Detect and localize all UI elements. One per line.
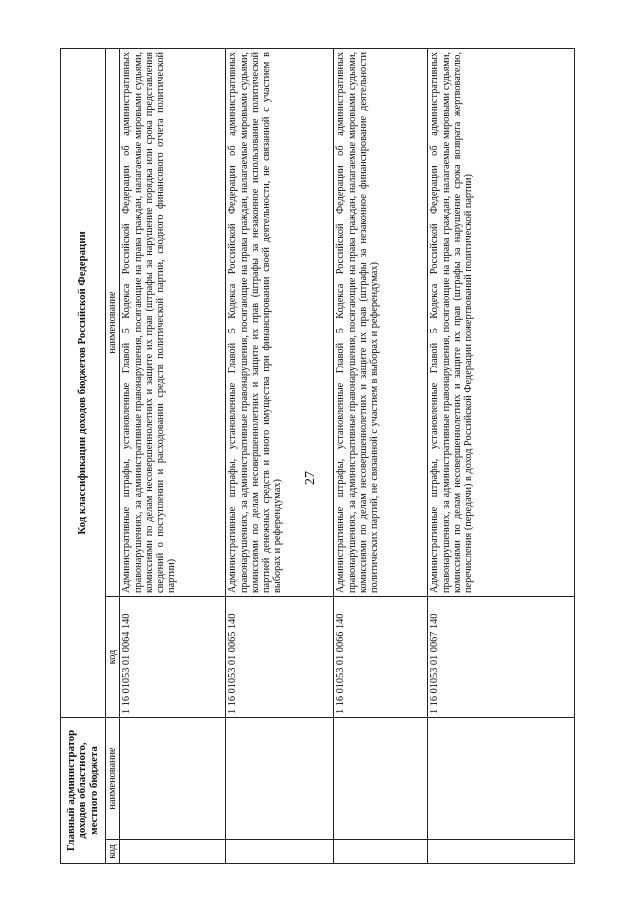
name-header: наименование [106, 48, 120, 596]
row-admin-code [334, 840, 428, 864]
row-description: Административные штрафы, установленные Главой 5 Кодекса Российской Федерации об административных правонарушениях, за административные правонарушения, посягающие на права граждан, налагаемые мировыми судьями, комиссиями по делам несовершеннолетних и защите их прав (штрафы за незаконное финансирование деятельности политических партий, не связанной с участием в выборах и референдумах) [334, 48, 428, 596]
table-row [226, 48, 334, 863]
row-code: 1 16 01053 01 0065 140 [226, 596, 334, 717]
row-description: Административные штрафы, установленные Главой 5 Кодекса Российской Федерации об административных правонарушениях, за административные правонарушения, посягающие на права граждан, налагаемые мировыми судьями, комиссиями по делам несовершеннолетних и защите их прав (штрафы за незаконное использование политической партией денежных средств и иного имущества при финансировании своей деятельности, не связанной с участием в выборах и референдумах) [226, 48, 334, 596]
code-header: код [106, 596, 120, 717]
page-number: 27 [303, 471, 318, 485]
classification-header: Код классификации доходов бюджетов Российской Федерации [61, 48, 106, 717]
rotated-page-content [60, 49, 574, 864]
admin-name-header: наименование [106, 717, 120, 839]
table-row [120, 48, 226, 863]
row-description: Административные штрафы, установленные Главой 5 Кодекса Российской Федерации об административных правонарушениях, за административные правонарушения, посягающие на права граждан, налагаемые мировыми судьями, комиссиями по делам несовершеннолетних и защите их прав (штрафы за нарушение срока возврата жертвователю, перечисления (передачи) в доход Российской Федерации пожертвований политической партии) [428, 48, 575, 596]
row-admin-name [334, 717, 428, 839]
table-header-row [61, 48, 106, 863]
row-admin-code [120, 840, 226, 864]
row-code: 1 16 01053 01 0067 140 [428, 596, 575, 717]
table-row [334, 48, 428, 863]
admin-header: Главный администратор доходов областного, местного бюджета [61, 717, 106, 863]
admin-code-header: код [106, 840, 120, 864]
row-admin-name [120, 717, 226, 839]
row-admin-code [428, 840, 575, 864]
row-code: 1 16 01053 01 0064 140 [120, 596, 226, 717]
row-admin-name [428, 717, 575, 839]
row-code: 1 16 01053 01 0066 140 [334, 596, 428, 717]
table-row [428, 48, 575, 863]
table-subheader-row [106, 48, 120, 863]
row-admin-code [226, 840, 334, 864]
budget-classification-table [60, 48, 575, 864]
row-admin-name [226, 717, 334, 839]
row-description: Административные штрафы, установленные Главой 5 Кодекса Российской Федерации об административных правонарушениях, за административные правонарушения, посягающие на права граждан, налагаемые мировыми судьями, комиссиями по делам несовершеннолетних и защите их прав (штрафы за нарушение порядка или срока представления сведений о поступлении и расходовании средств политической партии, сводного финансового отчета политической партии) [120, 48, 226, 596]
